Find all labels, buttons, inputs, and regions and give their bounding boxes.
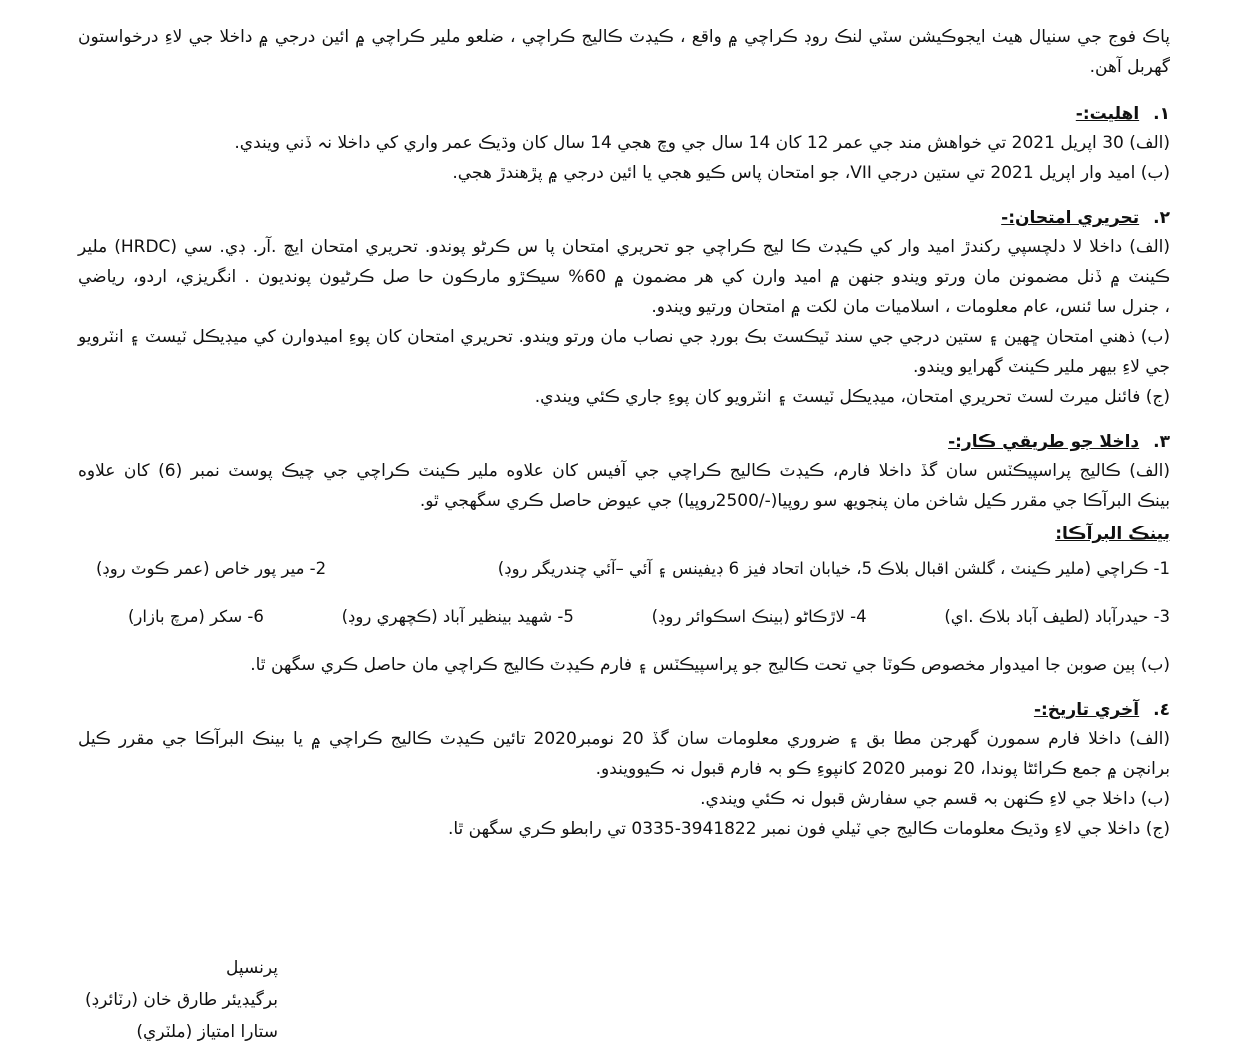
intro-line: پاڪ فوج جي سنيال هيٺ ايجوڪيشن سٽي لنڪ روڊ ڪراچي ۾ واقع ، ڪيڊٽ ڪاليج ڪراچي ، ضلعو ملير ڪراچي ۾ ائين درجي ۾ داخلا جي لاءِ درخواستون [78, 27, 1170, 47]
clause-line: (الف) ڪاليج پراسپيڪٽس سان گڏ داخلا فارم، ڪيڊٽ ڪاليج ڪراچي جي آفيس کان علاوه ملير ڪينٽ ڪراچي جي چيڪ پوسٽ نمبر (6) کان علاوه [78, 461, 1170, 481]
section-number: ٤. [1153, 700, 1170, 720]
bank-branches-row [78, 602, 1170, 632]
section-title: داخلا جو طريقي ڪار:- [948, 432, 1140, 452]
signatory-name: برگيڊيئر طارق خان (رٽائرڊ) [84, 990, 278, 1010]
section-admission-procedure [78, 428, 1170, 680]
clause-line: ڪينٽ ۾ ڏنل مضمونن مان ورتو ويندو جنهن ۾ اميد وارن کي هر مضمون ۾ 60% سيڪڙو مارڪون حا صل ڪرڻيون پونديون . انگريزي، اردو، رياضي [78, 267, 1170, 287]
section-written-exam [78, 204, 1170, 412]
section-heading [78, 428, 1170, 456]
bank-branch: 5- شهيد بينظير آباد (ڪچهري روڊ) [341, 607, 574, 626]
clause-line: (الف) داخلا لا دلچسپي رکندڙ اميد وار کي ڪيڊٽ ڪا ليج ڪراچي جو تحريري امتحان پا س ڪرڻو پوندو. تحريري امتحان ايچ .آر. ڊي. سي (HRDC) ملير [78, 237, 1171, 257]
clause-line: ، جنرل سا ئنس، عام معلومات ، اسلاميات مان لکت ۾ امتحان ورتيو ويندو. [651, 297, 1170, 317]
signature-block [78, 952, 278, 1048]
section-last-date [78, 696, 1170, 844]
section-heading [78, 696, 1170, 724]
section-number: ٣. [1153, 432, 1170, 452]
clause-line: (ب) ذهني امتحان ڇهين ۽ ستين درجي جي سند ٽيڪسٽ بڪ بورڊ جي نصاب مان ورتو ويندو. تحريري امتحان کان پوءِ اميدوارن کي ميڊيڪل ٽيسٽ ۽ انٽرويو [78, 327, 1170, 347]
section-title: آخري تاريخ:- [1033, 700, 1140, 720]
section-eligibility [78, 100, 1170, 188]
section-title: اهليت:- [1075, 104, 1140, 124]
clause-line: (ج) فائنل ميرٽ لسٽ تحريري امتحان، ميڊيڪل ٽيسٽ ۽ انٽرويو کان پوءِ جاري ڪئي ويندي. [534, 387, 1170, 407]
clause-line: بينڪ البرآڪا جي مقرر ڪيل شاخن مان پنجويھ سو روپيا(-/2500روپيا) جي عيوض حاصل ڪري سگهجي ٿو. [419, 491, 1170, 511]
clause-line: (الف) داخلا فارم سمورن گهرجن مطا بق ۽ ضروري معلومات سان گڏ 20 نومبر2020 تائين ڪيڊٽ ڪاليج ڪراچي ۾ يا بينڪ البرآڪا جي مقرر ڪيل [78, 729, 1171, 749]
intro-paragraph [78, 22, 1170, 82]
section-heading [78, 100, 1170, 128]
signatory-honour: ستارا امتياز (ملٽري) [136, 1022, 278, 1042]
signatory-title: پرنسپل [225, 958, 278, 978]
section-heading [78, 204, 1170, 232]
clause-line: (ب) ٻين صوبن جا اميدوار مخصوص ڪوٽا جي تحت ڪاليج جو پراسپيڪٽس ۽ فارم ڪيڊٽ ڪاليج ڪراچي مان حاصل ڪري سگهن ٿا. [250, 655, 1170, 675]
notice-body [78, 22, 1170, 860]
bank-branch: 1- ڪراچي (ملير ڪينٽ ، گلشن اقبال بلاڪ 5، خيابان اتحاد فيز 6 ڊيفينس ۽ آئي –آئي چندريگر روڊ) [497, 559, 1170, 578]
bank-branches-row [78, 554, 1170, 584]
clause-line: (ب) داخلا جي لاءِ ڪنهن بہ قسم جي سفارش قبول نہ ڪئي ويندي. [700, 789, 1170, 809]
bank-list-title: بينڪ البرآڪا: [1055, 524, 1170, 544]
clause-line: (ج) داخلا جي لاءِ وڌيڪ معلومات ڪاليج جي ٽيلي فون نمبر 3941822-0335 تي رابطو ڪري سگهن ٿا. [447, 819, 1170, 839]
section-number: ١. [1153, 104, 1170, 124]
bank-branch: 4- لاڙڪاڻو (بينڪ اسڪوائر روڊ) [651, 607, 867, 626]
clause-line: (الف) 30 اپريل 2021 تي خواهش مند جي عمر 12 کان 14 سال جي وچ هجي 14 سال کان وڌيڪ عمر واري کي داخلا نہ ڏني ويندي. [234, 133, 1170, 153]
bank-branch: 2- مير پور خاص (عمر ڪوٽ روڊ) [96, 559, 327, 578]
section-number: ٢. [1153, 208, 1170, 228]
bank-branch: 6- سکر (مرچ بازار) [128, 607, 264, 626]
bank-branch: 3- حيدرآباد (لطيف آباد بلاڪ .اي) [944, 607, 1170, 626]
clause-line: جي لاءِ بيهر ملير ڪينٽ گهرايو ويندو. [913, 357, 1170, 377]
clause-line: (ب) اميد وار اپريل 2021 تي ستين درجي VII، جو امتحان پاس ڪيو هجي يا ائين درجي ۾ پڙهندڙ هجي. [452, 163, 1170, 183]
section-title: تحريري امتحان:- [1001, 208, 1140, 228]
intro-line: گهربل آهن. [1089, 57, 1170, 77]
clause-line: برانچن ۾ جمع ڪرائڻا پوندا، 20 نومبر 2020 کانپوءِ ڪو بہ فارم قبول نہ ڪيوويندو. [595, 759, 1170, 779]
